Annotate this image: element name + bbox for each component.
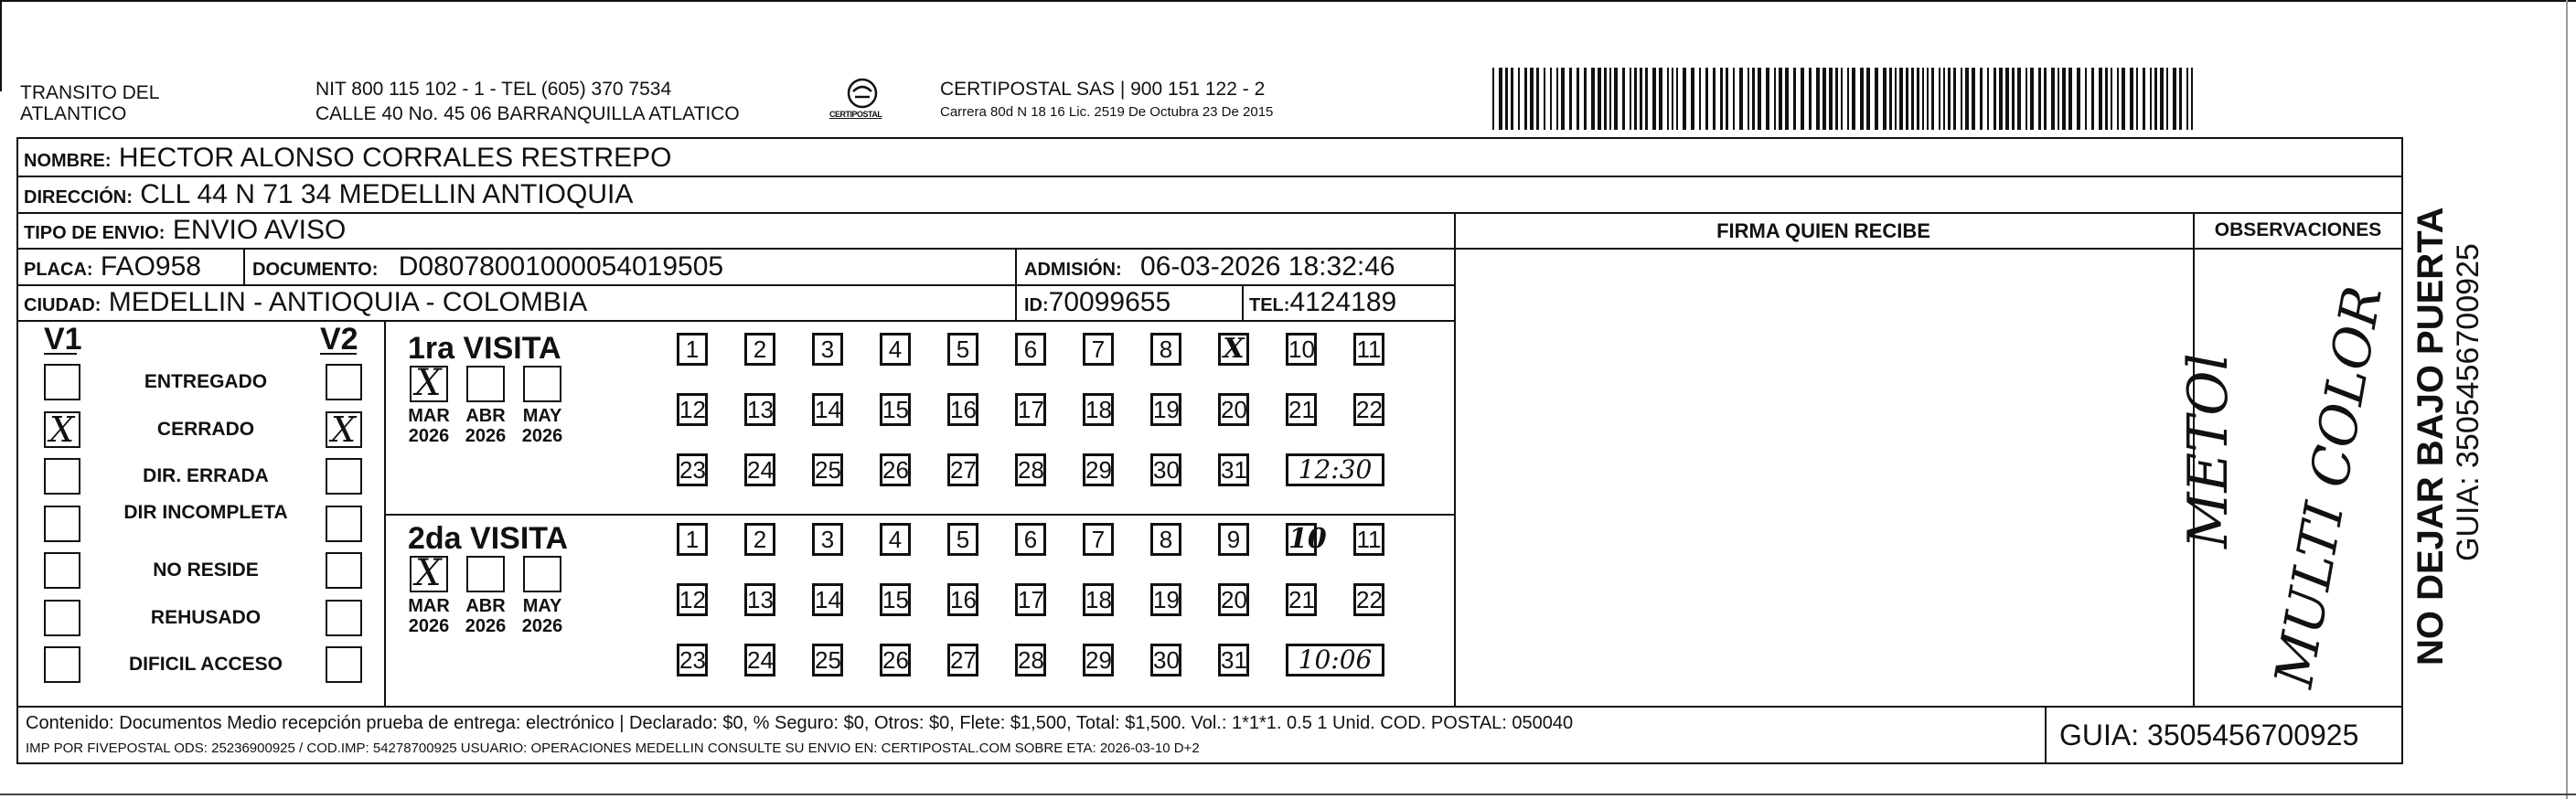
- footer-content-line: Contenido: Documentos Medio recepción prueba de entrega: electrónico | Declarado: $0, % Seguro: $0, Otros: $0, Flete: $1,500, Total: $1,500. Vol.: 1*1*1. 0.5 1 Unid. COD. POSTAL: 050040: [26, 713, 1574, 733]
- barcode-bar: [1561, 68, 1565, 130]
- barcode-bar: [1785, 68, 1789, 130]
- barcode-bar: [1518, 68, 1520, 130]
- visit1-day-4[interactable]: 4: [880, 333, 911, 366]
- barcode-bar: [2111, 68, 2112, 130]
- visit1-day-6[interactable]: 6: [1015, 333, 1046, 366]
- visit1-month-box-may[interactable]: [523, 366, 561, 402]
- visit1-day-24[interactable]: 24: [744, 453, 775, 486]
- barcode-bar: [1748, 68, 1749, 130]
- barcode-bar: [2160, 68, 2164, 130]
- barcode-bar: [2077, 68, 2080, 130]
- barcode-bar: [2062, 68, 2066, 130]
- barcode-bar: [2068, 68, 2072, 130]
- barcode-bar: [1911, 68, 1914, 130]
- tel-value: 4124189: [1289, 287, 1397, 317]
- visit1-day-15[interactable]: 15: [880, 393, 911, 426]
- barcode-bar: [1793, 68, 1796, 130]
- visit1-day-20[interactable]: 20: [1218, 393, 1249, 426]
- visit1-day-21[interactable]: 21: [1286, 393, 1317, 426]
- barcode-bar: [2150, 68, 2152, 130]
- barcode-bar: [1536, 68, 1539, 130]
- status-label: DIR. ERRADA: [143, 465, 269, 486]
- barcode-bar: [2191, 68, 2193, 130]
- visit1-month-mark: X: [415, 362, 442, 404]
- visit2-day-25[interactable]: 25: [812, 644, 843, 676]
- visit1-day-30[interactable]: 30: [1150, 453, 1181, 486]
- visit2-day-19[interactable]: 19: [1150, 583, 1181, 616]
- v2-checkbox-entregado[interactable]: [326, 364, 362, 400]
- row-line-3: [16, 248, 2403, 250]
- visit2-day-22[interactable]: 22: [1353, 583, 1384, 616]
- visit1-day-18[interactable]: 18: [1083, 393, 1114, 426]
- courier-line2: Carrera 80d N 18 16 Lic. 2519 De Octubra 23 De 2015: [940, 104, 1274, 120]
- visit1-day-5[interactable]: 5: [947, 333, 978, 366]
- barcode-bar: [2012, 68, 2015, 130]
- tipo-label: TIPO DE ENVIO:: [24, 223, 166, 243]
- visit2-day-28[interactable]: 28: [1015, 644, 1046, 676]
- visit2-day-2[interactable]: 2: [744, 523, 775, 556]
- barcode-bar: [1569, 68, 1572, 130]
- barcode-bar: [1739, 68, 1743, 130]
- tel-divider: [1242, 284, 1244, 320]
- v2-checkbox-dificil-acceso[interactable]: [326, 646, 362, 683]
- barcode-bar: [1829, 68, 1833, 130]
- barcode-bar: [1847, 68, 1849, 130]
- barcode-bar: [2058, 68, 2059, 130]
- barcode-bar: [1622, 68, 1625, 130]
- visit1-month-label: ABR 2026: [465, 406, 507, 446]
- v2-checkbox-dir-incompleta[interactable]: [326, 506, 362, 542]
- barcode-bar: [1758, 68, 1761, 130]
- visit2-day-23[interactable]: 23: [677, 644, 708, 676]
- barcode-bar: [1889, 68, 1892, 130]
- barcode-bar: [1809, 68, 1812, 130]
- v1-check-mark: X: [49, 409, 75, 450]
- right-edge-line: [2566, 0, 2568, 799]
- barcode-bar: [1699, 68, 1701, 130]
- barcode-bar: [1917, 68, 1919, 130]
- barcode-bar: [1544, 68, 1545, 130]
- visit2-day-14[interactable]: 14: [812, 583, 843, 616]
- visit2-day-mark: 10: [1288, 523, 1327, 555]
- admision-label: ADMISIÓN:: [1024, 260, 1122, 280]
- issuer-line2: ATLANTICO: [20, 103, 127, 124]
- barcode-bar: [2179, 68, 2182, 130]
- visit1-day-11[interactable]: 11: [1353, 333, 1384, 366]
- top-border: [0, 0, 2576, 2]
- barcode-bar: [1801, 68, 1804, 130]
- visit2-day-11[interactable]: 11: [1353, 523, 1384, 556]
- ciudad-value: MEDELLIN - ANTIOQUIA - COLOMBIA: [108, 287, 588, 317]
- observaciones-handwriting-1: METOl: [2176, 353, 2240, 549]
- visit1-day-22[interactable]: 22: [1353, 393, 1384, 426]
- observaciones-label: OBSERVACIONES: [2214, 219, 2382, 240]
- bottom-edge: [0, 794, 2576, 795]
- visit2-day-26[interactable]: 26: [880, 644, 911, 676]
- barcode-bar: [1640, 68, 1642, 130]
- barcode-bar: [2038, 68, 2041, 130]
- barcode-bar: [1883, 68, 1887, 130]
- barcode-bar: [1676, 68, 1678, 130]
- v1-checkbox-dir-errada[interactable]: [44, 458, 80, 495]
- barcode-bar: [1774, 68, 1776, 130]
- barcode-bar: [1584, 68, 1587, 130]
- nit-line: NIT 800 115 102 - 1 - TEL (605) 370 7534: [315, 79, 672, 100]
- barcode-bar: [1691, 68, 1694, 130]
- barcode-bar: [1683, 68, 1686, 130]
- courier-info: [940, 79, 1273, 122]
- side-no-dejar: NO DEJAR BAJO PUERTA: [2410, 207, 2451, 666]
- admision-cell: [1024, 251, 1395, 285]
- barcode-bar: [1609, 68, 1611, 130]
- v1-label: V1: [44, 322, 82, 357]
- visit1-day-29[interactable]: 29: [1083, 453, 1114, 486]
- visit2-day-24[interactable]: 24: [744, 644, 775, 676]
- barcode-bar: [1987, 68, 1989, 130]
- direccion-label: DIRECCIÓN:: [24, 187, 133, 208]
- visit1-day-2[interactable]: 2: [744, 333, 775, 366]
- barcode-bar: [1939, 68, 1940, 130]
- observaciones-underline: [2195, 248, 2403, 250]
- visit2-day-31[interactable]: 31: [1218, 644, 1249, 676]
- barcode-bar: [1720, 68, 1723, 130]
- barcode-bar: [1931, 68, 1934, 130]
- barcode-bar: [1899, 68, 1903, 130]
- issuer-line1: TRANSITO DEL: [20, 82, 160, 103]
- admision-value: 06-03-2026 18:32:46: [1140, 251, 1395, 282]
- barcode-bar: [1993, 68, 1996, 130]
- visit2-day-27[interactable]: 27: [947, 644, 978, 676]
- status-label: DIR INCOMPLETA: [123, 501, 288, 523]
- visit2-month-label: ABR 2026: [465, 596, 507, 636]
- barcode-bar: [1927, 68, 1929, 130]
- barcode-bar: [1852, 68, 1855, 130]
- visit2-month-label: MAY 2026: [521, 596, 563, 636]
- barcode-bar: [2099, 68, 2102, 130]
- v1-checkbox-no-reside[interactable]: [44, 552, 80, 589]
- barcode-bar: [2186, 68, 2188, 130]
- visit1-day-9[interactable]: [1218, 333, 1249, 366]
- barcode-bar: [2026, 68, 2027, 130]
- barcode-bar: [1822, 68, 1826, 130]
- barcode-bar: [1577, 68, 1579, 130]
- barcode-bar: [1752, 68, 1755, 130]
- visit2-month-box-may[interactable]: [523, 556, 561, 592]
- visit1-day-14[interactable]: 14: [812, 393, 843, 426]
- barcode-bar: [1906, 68, 1908, 130]
- visit1-day-25[interactable]: 25: [812, 453, 843, 486]
- visit1-month-label: MAR 2026: [408, 406, 450, 446]
- barcode-bar: [1492, 68, 1494, 130]
- visit1-day-26[interactable]: 26: [880, 453, 911, 486]
- barcode-bar: [1895, 68, 1897, 130]
- barcode-bar: [1604, 68, 1607, 130]
- visit1-day-10[interactable]: 10: [1286, 333, 1317, 366]
- admision-divider: [1015, 248, 1017, 320]
- v2-checkbox-dir-errada[interactable]: [326, 458, 362, 495]
- footer-guia-divider: [2045, 706, 2047, 764]
- tel-label: TEL:: [1249, 295, 1290, 315]
- id-label: ID:: [1024, 295, 1049, 315]
- barcode-bar: [1733, 68, 1735, 130]
- visit2-month-label: MAR 2026: [408, 596, 450, 636]
- visit1-day-16[interactable]: 16: [947, 393, 978, 426]
- status-label: NO RESIDE: [153, 559, 259, 581]
- courier-line1: CERTIPOSTAL SAS | 900 151 122 - 2: [940, 79, 1266, 100]
- nombre-value: HECTOR ALONSO CORRALES RESTREPO: [118, 143, 672, 173]
- barcode-bar: [1816, 68, 1820, 130]
- barcode-bar: [1598, 68, 1601, 130]
- barcode-bar: [1953, 68, 1956, 130]
- barcode-bar: [1645, 68, 1648, 130]
- barcode-bar: [1630, 68, 1631, 130]
- tel-cell: [1249, 287, 1396, 321]
- barcode-bar: [1499, 68, 1502, 130]
- visit1-day-7[interactable]: 7: [1083, 333, 1114, 366]
- visit1-day-17[interactable]: 17: [1015, 393, 1046, 426]
- barcode-bar: [2044, 68, 2047, 130]
- visit2-day-18[interactable]: 18: [1083, 583, 1114, 616]
- documento-value: D0807800100005401950​5: [398, 251, 724, 282]
- barcode-bar: [2166, 68, 2168, 130]
- barcode-bar: [1835, 68, 1838, 130]
- barcode-bar: [1652, 68, 1656, 130]
- address-line: CALLE 40 No. 45 06 BARRANQUILLA ATLATICO: [315, 103, 740, 124]
- visit2-day-21[interactable]: 21: [1286, 583, 1317, 616]
- visit2-day-10[interactable]: [1286, 523, 1327, 556]
- sig-col-line: [1454, 212, 1456, 706]
- barcode-bar: [2005, 68, 2009, 130]
- visit1-title: 1ra VISITA: [408, 331, 561, 366]
- v2-underline: [320, 353, 357, 355]
- nombre-row: [24, 143, 671, 176]
- barcode-bar: [1556, 68, 1558, 130]
- visit1-day-19[interactable]: 19: [1150, 393, 1181, 426]
- visit1-day-23[interactable]: 23: [677, 453, 708, 486]
- barcode-bar: [1875, 68, 1878, 130]
- id-cell: [1024, 287, 1170, 321]
- logo-icon: [828, 75, 901, 128]
- barcode-bar: [1524, 68, 1527, 130]
- v1-underline: [44, 353, 77, 355]
- barcode-bar: [2136, 68, 2138, 130]
- barcode-bar: [2085, 68, 2087, 130]
- barcode-bar: [1980, 68, 1983, 130]
- barcode-bar: [1726, 68, 1728, 130]
- barcode-bar: [2143, 68, 2145, 130]
- barcode-bar: [1511, 68, 1513, 130]
- status-divider: [384, 320, 386, 706]
- visit2-day-7[interactable]: 7: [1083, 523, 1114, 556]
- nombre-label: NOMBRE:: [24, 151, 112, 171]
- placa-divider: [243, 248, 245, 284]
- visit2-day-9[interactable]: 9: [1218, 523, 1249, 556]
- ciudad-cell: [24, 287, 587, 321]
- barcode-bar: [1779, 68, 1782, 130]
- visit2-day-30[interactable]: 30: [1150, 644, 1181, 676]
- barcode-bar: [2122, 68, 2125, 130]
- barcode-bar: [1667, 68, 1669, 130]
- certipostal-logo: [828, 75, 901, 128]
- visit2-day-4[interactable]: 4: [880, 523, 911, 556]
- status-label: ENTREGADO: [144, 371, 268, 392]
- visit2-day-1[interactable]: 1: [677, 523, 708, 556]
- barcode-bar: [1922, 68, 1924, 130]
- visit2-month-box-abr[interactable]: [466, 556, 505, 592]
- direccion-value: CLL 44 N 71 34 MEDELLIN ANTIOQUIA: [140, 179, 634, 209]
- visit1-day-27[interactable]: 27: [947, 453, 978, 486]
- visit2-day-20[interactable]: 20: [1218, 583, 1249, 616]
- visit2-day-15[interactable]: 15: [880, 583, 911, 616]
- barcode-bar: [1550, 68, 1552, 130]
- barcode-bar: [2154, 68, 2157, 130]
- footer-imp-line: IMP POR FIVEPOSTAL ODS: 25236900925 / COD.IMP: 54278700925 USUARIO: OPERACIONES MEDELLIN CONSULTE SU ENVIO EN: CERTIPOSTAL.COM SOBRE ETA: 2026-03-10 D+2: [26, 740, 1200, 756]
- barcode-bar: [1841, 68, 1843, 130]
- barcode: [1492, 68, 2198, 130]
- barcode-bar: [1530, 68, 1534, 130]
- barcode-bar: [1713, 68, 1716, 130]
- visit2-day-8[interactable]: 8: [1150, 523, 1181, 556]
- documento-label: DOCUMENTO:: [252, 260, 379, 280]
- side-guia: GUIA: 3505456700925: [2451, 243, 2485, 561]
- barcode-bar: [1672, 68, 1673, 130]
- left-border: [0, 0, 2, 91]
- placa-label: PLACA:: [24, 260, 93, 280]
- visit2-day-6[interactable]: 6: [1015, 523, 1046, 556]
- visit1-day-mark: X: [1223, 333, 1245, 365]
- tipo-value: ENVIO AVISO: [172, 215, 347, 245]
- barcode-bar: [1860, 68, 1864, 130]
- barcode-bar: [2030, 68, 2034, 130]
- v1-checkbox-rehusado[interactable]: [44, 600, 80, 636]
- v1-checkbox-entregado[interactable]: [44, 364, 80, 400]
- v2-check-mark: X: [331, 409, 357, 450]
- logo-text: CERTIPOSTAL: [829, 110, 882, 119]
- visit1-day-13[interactable]: 13: [744, 393, 775, 426]
- v2-checkbox-rehusado[interactable]: [326, 600, 362, 636]
- barcode-bar: [1505, 68, 1508, 130]
- barcode-bar: [1659, 68, 1662, 130]
- direccion-row: [24, 179, 633, 213]
- barcode-bar: [2117, 68, 2119, 130]
- barcode-bar: [2130, 68, 2133, 130]
- visit1-day-8[interactable]: 8: [1150, 333, 1181, 366]
- v2-label: V2: [320, 322, 358, 357]
- visit1-day-1[interactable]: 1: [677, 333, 708, 366]
- status-label: DIFICIL ACCESO: [128, 654, 283, 675]
- visit2-day-16[interactable]: 16: [947, 583, 978, 616]
- barcode-bar: [1866, 68, 1870, 130]
- tipo-row: [24, 215, 346, 249]
- barcode-bar: [1705, 68, 1708, 130]
- status-label: REHUSADO: [150, 606, 262, 628]
- barcode-bar: [1965, 68, 1969, 130]
- barcode-bar: [1634, 68, 1637, 130]
- visit2-title: 2da VISITA: [408, 521, 569, 556]
- visit2-day-12[interactable]: 12: [677, 583, 708, 616]
- ciudad-label: CIUDAD:: [24, 295, 102, 315]
- visit-divider: [384, 514, 1454, 516]
- barcode-bar: [2105, 68, 2108, 130]
- visit2-day-17[interactable]: 17: [1015, 583, 1046, 616]
- visit2-day-5[interactable]: 5: [947, 523, 978, 556]
- v2-checkbox-no-reside[interactable]: [326, 552, 362, 589]
- observaciones-handwriting-2: MULTI COLOR: [2262, 281, 2395, 692]
- v1-checkbox-dificil-acceso[interactable]: [44, 646, 80, 683]
- visit1-time[interactable]: 12:30: [1286, 453, 1384, 486]
- barcode-bar: [1948, 68, 1951, 130]
- issuer-info: [315, 79, 740, 124]
- firma-label: FIRMA QUIEN RECIBE: [1716, 219, 1930, 242]
- firma-area[interactable]: [1458, 251, 2189, 703]
- barcode-bar: [2091, 68, 2094, 130]
- documento-cell: [252, 251, 723, 285]
- barcode-bar: [1943, 68, 1945, 130]
- placa-value: FAO958: [100, 251, 201, 282]
- v1-checkbox-dir-incompleta[interactable]: [44, 506, 80, 542]
- barcode-bar: [2051, 68, 2055, 130]
- visit2-month-mark: X: [415, 552, 442, 594]
- visit1-month-label: MAY 2026: [521, 406, 563, 446]
- barcode-bar: [1972, 68, 1975, 130]
- visit1-day-28[interactable]: 28: [1015, 453, 1046, 486]
- barcode-bar: [2017, 68, 2021, 130]
- barcode-bar: [2173, 68, 2176, 130]
- visit1-day-12[interactable]: 12: [677, 393, 708, 426]
- barcode-bar: [1614, 68, 1618, 130]
- visit2-day-13[interactable]: 13: [744, 583, 775, 616]
- visit1-day-31[interactable]: 31: [1218, 453, 1249, 486]
- footer-guia: GUIA: 3505456700925: [2059, 719, 2359, 751]
- barcode-bar: [1766, 68, 1769, 130]
- visit1-day-3[interactable]: 3: [812, 333, 843, 366]
- visit2-day-3[interactable]: 3: [812, 523, 843, 556]
- barcode-bar: [1999, 68, 2003, 130]
- status-label: CERRADO: [156, 418, 255, 440]
- issuer-name: [20, 82, 159, 124]
- barcode-bar: [1591, 68, 1595, 130]
- visit2-day-29[interactable]: 29: [1083, 644, 1114, 676]
- placa-cell: [24, 251, 201, 285]
- barcode-bar: [1961, 68, 1962, 130]
- visit1-month-box-abr[interactable]: [466, 366, 505, 402]
- visit2-time[interactable]: 10:06: [1286, 644, 1384, 676]
- id-value: 70099655: [1048, 287, 1171, 317]
